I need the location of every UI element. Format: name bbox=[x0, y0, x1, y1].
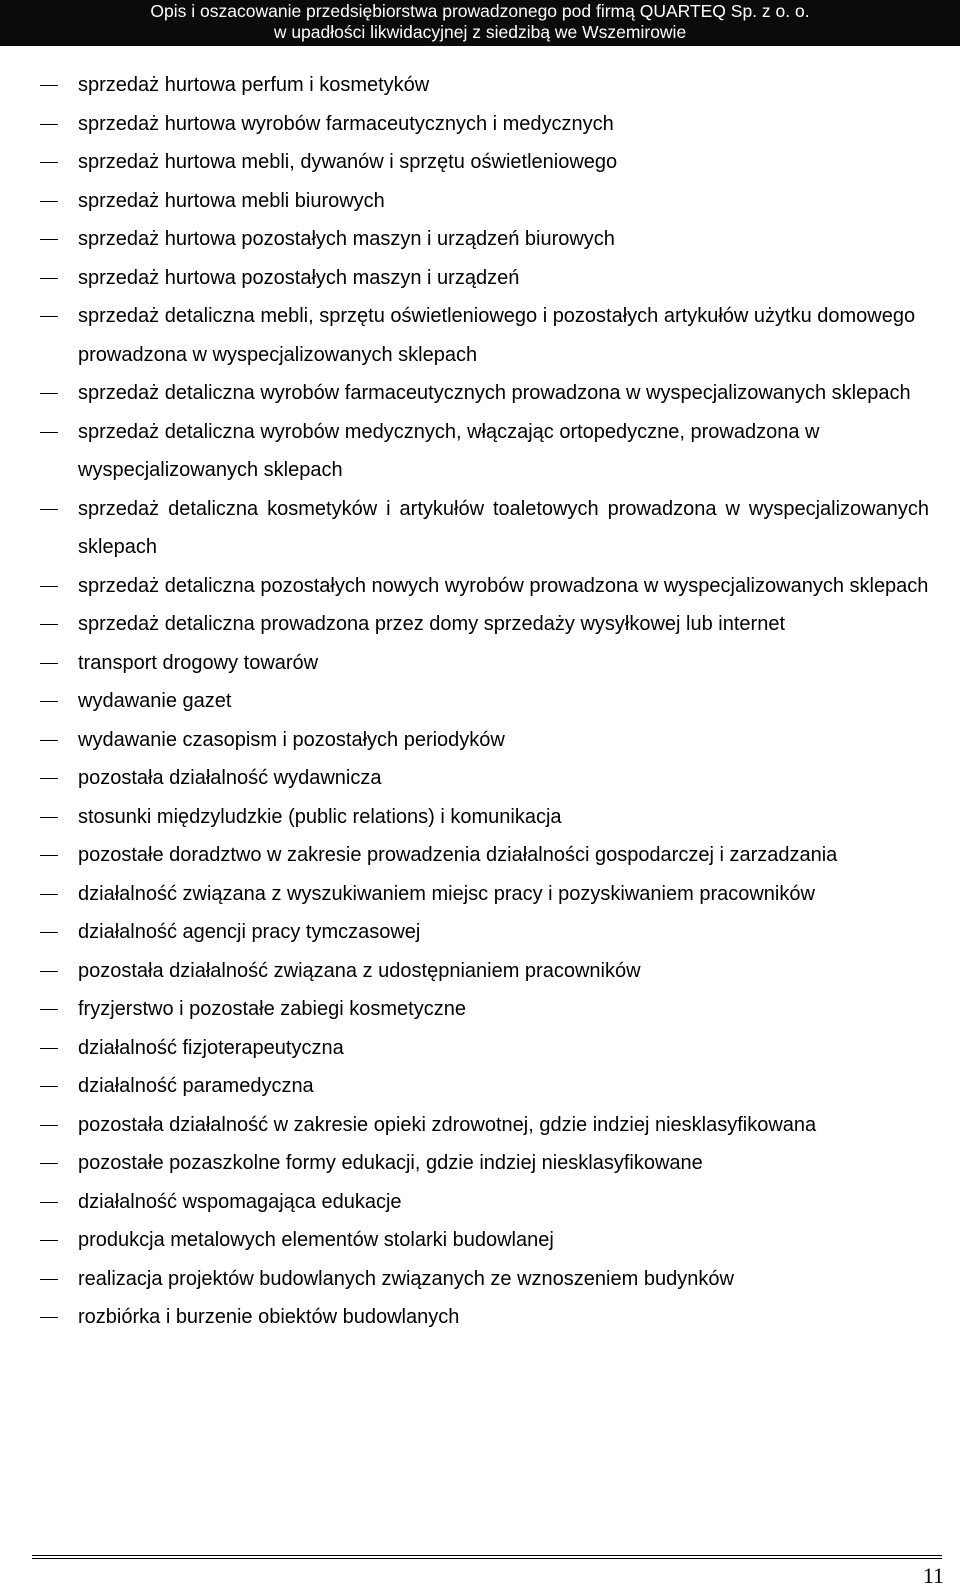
list-item-text: sprzedaż detaliczna prowadzona przez domy sprzedaży wysyłkowej lub internet bbox=[78, 613, 786, 635]
list-item bbox=[0, 605, 960, 644]
list-item bbox=[0, 913, 960, 952]
dash-bullet-icon bbox=[40, 509, 58, 510]
list-item bbox=[0, 836, 960, 875]
dash-bullet-icon bbox=[40, 894, 58, 895]
list-item bbox=[0, 875, 960, 914]
dash-bullet-icon bbox=[40, 932, 58, 933]
dash-bullet-icon bbox=[40, 1240, 58, 1241]
list-item-text: działalność agencji pracy tymczasowej bbox=[78, 921, 421, 943]
dash-bullet-icon bbox=[40, 85, 58, 86]
dash-bullet-icon bbox=[40, 701, 58, 702]
header-title-line-1: Opis i oszacowanie przedsiębiorstwa prowadzonego pod firmą QUARTEQ Sp. z o. o. bbox=[150, 1, 810, 21]
list-item bbox=[0, 1029, 960, 1068]
list-item-text: realizacja projektów budowlanych związanych ze wznoszeniem budynków bbox=[78, 1267, 734, 1290]
list-item bbox=[0, 1298, 960, 1337]
list-item bbox=[0, 1106, 960, 1145]
list-item bbox=[0, 1144, 960, 1183]
list-item bbox=[0, 1260, 960, 1299]
list-item bbox=[0, 990, 960, 1029]
list-item bbox=[0, 1221, 960, 1260]
list-item-text: pozostałe pozaszkolne formy edukacji, gdzie indziej niesklasyfikowane bbox=[78, 1152, 703, 1174]
list-item-text: rozbiórka i burzenie obiektów budowlanych bbox=[78, 1306, 460, 1328]
list-item bbox=[0, 798, 960, 837]
list-item-text: pozostała działalność w zakresie opieki zdrowotnej, gdzie indziej niesklasyfikowana bbox=[78, 1113, 817, 1136]
list-item-text: działalność wspomagająca edukacje bbox=[78, 1190, 402, 1213]
list-item-text: sprzedaż hurtowa perfum i kosmetyków bbox=[78, 74, 430, 96]
list-item-text: sprzedaż hurtowa wyrobów farmaceutycznych i medycznych bbox=[78, 112, 614, 135]
list-item-text: sprzedaż hurtowa pozostałych maszyn i urządzeń bbox=[78, 266, 520, 289]
document-body bbox=[0, 66, 960, 1337]
dash-bullet-icon bbox=[40, 1317, 58, 1318]
list-item bbox=[0, 105, 960, 144]
dash-bullet-icon bbox=[40, 855, 58, 856]
page-header bbox=[0, 0, 960, 46]
footer-rule-secondary bbox=[32, 1558, 942, 1559]
dash-bullet-icon bbox=[40, 278, 58, 279]
list-item bbox=[0, 644, 960, 683]
list-item-text: działalność związana z wyszukiwaniem miejsc pracy i pozyskiwaniem pracowników bbox=[78, 882, 815, 905]
dash-bullet-icon bbox=[40, 393, 58, 394]
dash-bullet-icon bbox=[40, 740, 58, 741]
dash-bullet-icon bbox=[40, 586, 58, 587]
list-item bbox=[0, 143, 960, 182]
list-item-text: sprzedaż hurtowa mebli, dywanów i sprzętu oświetleniowego bbox=[78, 151, 618, 173]
list-item bbox=[0, 182, 960, 221]
list-item-text: sprzedaż detaliczna wyrobów farmaceutycznych prowadzona w wyspecjalizowanych sklepach bbox=[78, 382, 911, 404]
list-item-text: sprzedaż detaliczna pozostałych nowych wyrobów prowadzona w wyspecjalizowanych sklepach bbox=[78, 574, 929, 597]
list-item bbox=[0, 66, 960, 105]
list-item bbox=[0, 682, 960, 721]
dash-bullet-icon bbox=[40, 316, 58, 317]
list-item-text: pozostała działalność związana z udostępnianiem pracowników bbox=[78, 959, 641, 982]
list-item-text: transport drogowy towarów bbox=[78, 651, 319, 674]
list-item-text: wydawanie czasopism i pozostałych periodyków bbox=[78, 728, 505, 751]
dash-bullet-icon bbox=[40, 1125, 58, 1126]
list-item-text: działalność paramedyczna bbox=[78, 1075, 314, 1097]
list-item-text: sprzedaż detaliczna mebli, sprzętu oświetleniowego i pozostałych artykułów użytku domowego prowadzona w wyspecjalizowanych sklepach bbox=[78, 305, 916, 366]
dash-bullet-icon bbox=[40, 1048, 58, 1049]
list-item-text: sprzedaż detaliczna wyrobów medycznych, włączając ortopedyczne, prowadzona w wyspecjalizowanych sklepach bbox=[78, 420, 820, 481]
list-item bbox=[0, 567, 960, 606]
dash-bullet-icon bbox=[40, 971, 58, 972]
dash-bullet-icon bbox=[40, 778, 58, 779]
list-item bbox=[0, 259, 960, 298]
dash-bullet-icon bbox=[40, 201, 58, 202]
dash-bullet-icon bbox=[40, 1009, 58, 1010]
dash-bullet-icon bbox=[40, 663, 58, 664]
list-item bbox=[0, 721, 960, 760]
list-item-text: sprzedaż hurtowa mebli biurowych bbox=[78, 189, 385, 212]
dash-bullet-icon bbox=[40, 239, 58, 240]
dash-bullet-icon bbox=[40, 124, 58, 125]
activity-list bbox=[0, 66, 960, 1337]
list-item bbox=[0, 297, 960, 374]
dash-bullet-icon bbox=[40, 432, 58, 433]
list-item bbox=[0, 952, 960, 991]
footer-rule bbox=[32, 1555, 942, 1556]
list-item bbox=[0, 413, 960, 490]
list-item bbox=[0, 759, 960, 798]
header-title-line-2: w upadłości likwidacyjnej z siedzibą we Wszemirowie bbox=[273, 22, 687, 42]
list-item-text: sprzedaż detaliczna kosmetyków i artykułów toaletowych prowadzona w wyspecjalizowanych sklepach bbox=[78, 497, 929, 558]
list-item-text: sprzedaż hurtowa pozostałych maszyn i urządzeń biurowych bbox=[78, 228, 615, 250]
dash-bullet-icon bbox=[40, 162, 58, 163]
list-item bbox=[0, 220, 960, 259]
list-item bbox=[0, 1183, 960, 1222]
list-item bbox=[0, 374, 960, 413]
list-item-text: fryzjerstwo i pozostałe zabiegi kosmetyczne bbox=[78, 998, 466, 1020]
list-item-text: pozostałe doradztwo w zakresie prowadzenia działalności gospodarczej i zarzadzania bbox=[78, 844, 838, 866]
list-item-text: stosunki międzyludzkie (public relations) i komunikacja bbox=[78, 805, 562, 828]
dash-bullet-icon bbox=[40, 1163, 58, 1164]
dash-bullet-icon bbox=[40, 1279, 58, 1280]
page-number: 11 bbox=[922, 1563, 944, 1588]
list-item bbox=[0, 1067, 960, 1106]
dash-bullet-icon bbox=[40, 1086, 58, 1087]
dash-bullet-icon bbox=[40, 1202, 58, 1203]
dash-bullet-icon bbox=[40, 817, 58, 818]
list-item-text: produkcja metalowych elementów stolarki budowlanej bbox=[78, 1229, 554, 1251]
dash-bullet-icon bbox=[40, 624, 58, 625]
list-item-text: działalność fizjoterapeutyczna bbox=[78, 1036, 344, 1059]
list-item bbox=[0, 490, 960, 567]
list-item-text: wydawanie gazet bbox=[78, 690, 232, 712]
list-item-text: pozostała działalność wydawnicza bbox=[78, 767, 382, 789]
